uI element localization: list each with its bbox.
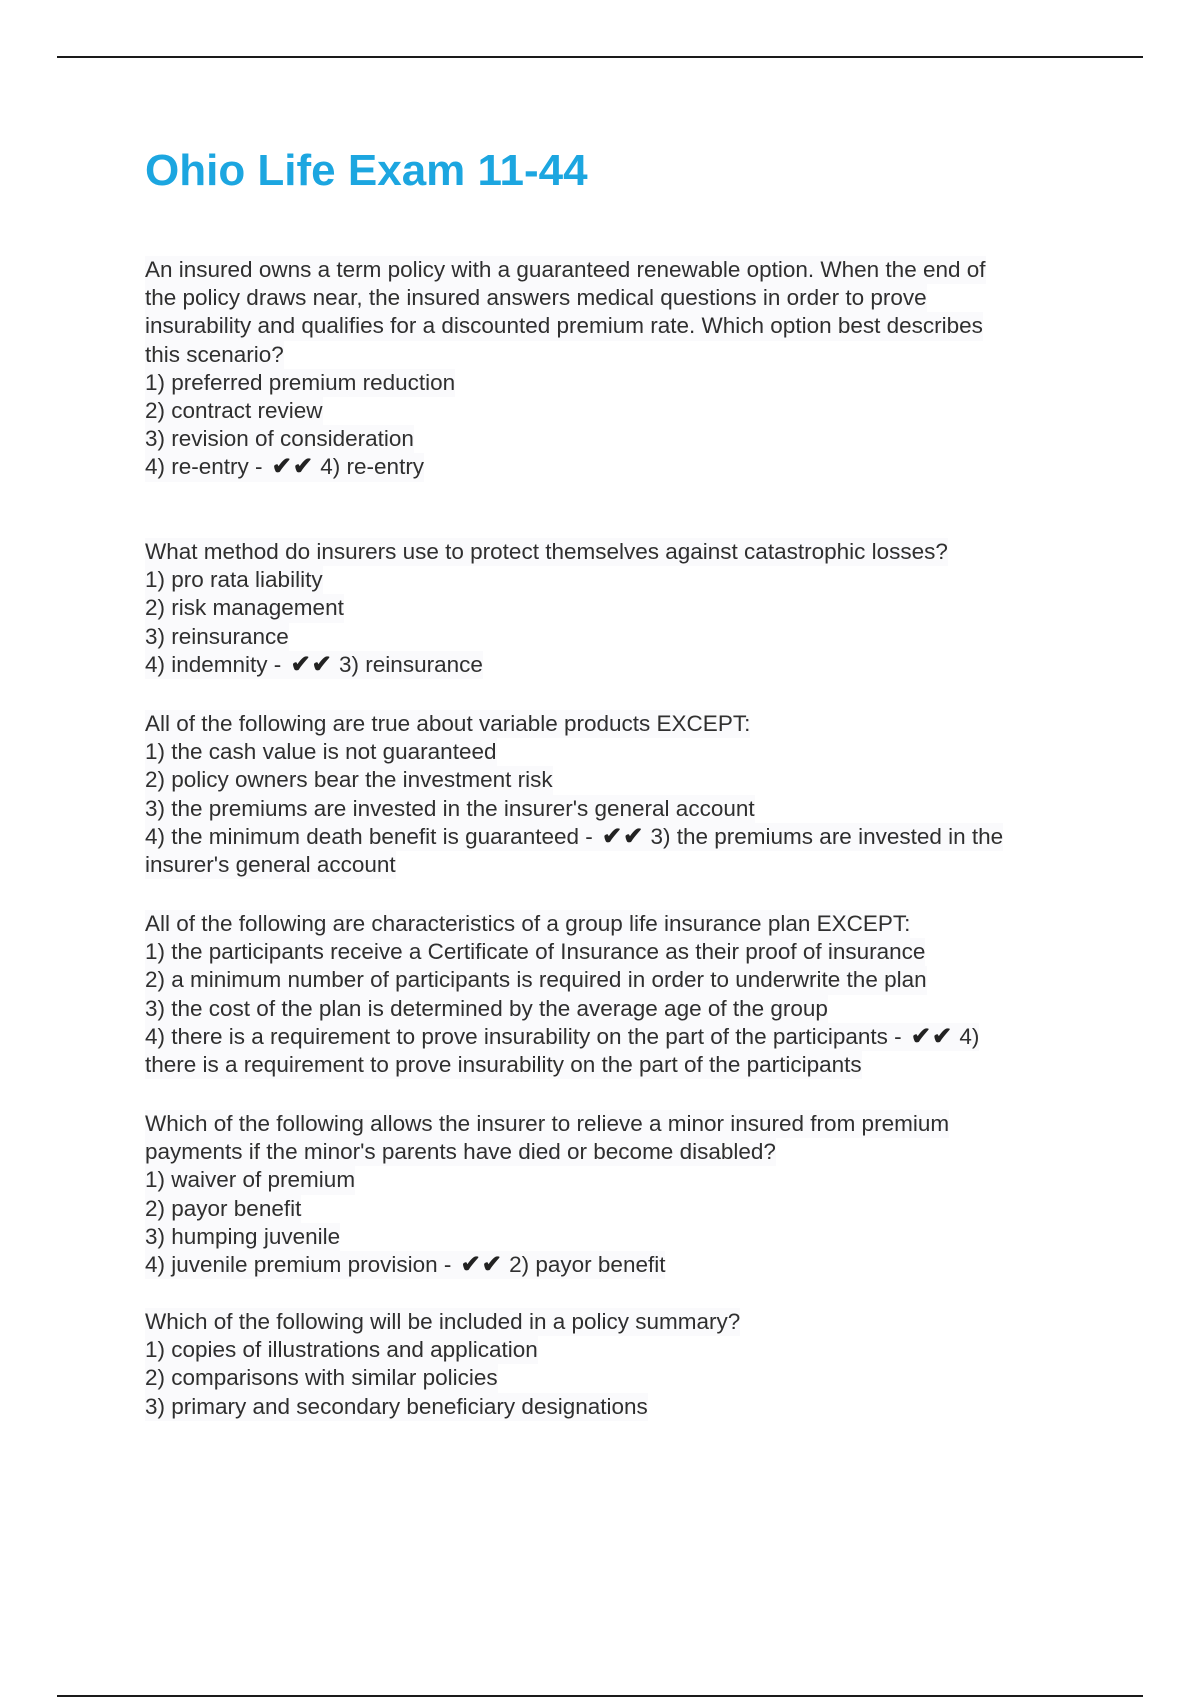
question-stem-line: Which of the following will be included in a policy summary? xyxy=(145,1308,740,1336)
answer-option: 3) the cost of the plan is determined by the average age of the group xyxy=(145,995,828,1023)
double-check-icon: ✔✔ xyxy=(602,822,645,850)
double-check-icon: ✔✔ xyxy=(910,1022,954,1050)
answer-option: 3) reinsurance xyxy=(145,623,289,651)
question-1 xyxy=(145,256,1095,482)
correct-answer-continued: insurer's general account xyxy=(145,851,396,879)
answer-option: 2) contract review xyxy=(145,397,323,425)
double-check-icon: ✔✔ xyxy=(290,650,333,678)
answer-option: 1) preferred premium reduction xyxy=(145,369,455,397)
question-stem-line: payments if the minor's parents have died or become disabled? xyxy=(145,1138,776,1166)
correct-answer: 3) reinsurance xyxy=(339,651,483,677)
answer-option: 1) copies of illustrations and application xyxy=(145,1336,538,1364)
question-stem-line: Which of the following allows the insurer to relieve a minor insured from premium xyxy=(145,1110,949,1138)
question-stem-line: An insured owns a term policy with a guaranteed renewable option. When the end of xyxy=(145,256,986,284)
question-5 xyxy=(145,1110,1095,1279)
answer-option: 4) the minimum death benefit is guaranteed - xyxy=(145,823,593,849)
correct-answer: 3) the premiums are invested in the xyxy=(650,823,1004,849)
answer-option: 4) there is a requirement to prove insurability on the part of the participants - xyxy=(145,1023,902,1049)
answer-option: 1) waiver of premium xyxy=(145,1166,355,1194)
answer-option: 3) the premiums are invested in the insurer's general account xyxy=(145,795,755,823)
question-stem-line: this scenario? xyxy=(145,341,284,369)
answer-option: 2) comparisons with similar policies xyxy=(145,1364,498,1392)
question-stem-line: All of the following are true about variable products EXCEPT: xyxy=(145,710,750,738)
top-rule xyxy=(57,56,1143,58)
question-2 xyxy=(145,538,1095,679)
answer-option: 2) payor benefit xyxy=(145,1195,301,1223)
answer-option: 1) pro rata liability xyxy=(145,566,323,594)
question-6 xyxy=(145,1308,1095,1421)
double-check-icon: ✔✔ xyxy=(460,1251,503,1279)
correct-answer: 2) payor benefit xyxy=(509,1252,666,1278)
answer-line xyxy=(145,453,424,481)
answer-option: 3) revision of consideration xyxy=(145,425,414,453)
question-stem-line: the policy draws near, the insured answers medical questions in order to prove xyxy=(145,284,927,312)
question-3 xyxy=(145,710,1095,879)
bottom-rule xyxy=(57,1695,1143,1697)
correct-answer: 4) xyxy=(959,1023,980,1049)
answer-line xyxy=(145,1023,979,1051)
answer-option: 4) indemnity - xyxy=(145,651,282,677)
answer-line xyxy=(145,823,1003,851)
answer-option: 1) the participants receive a Certificate of Insurance as their proof of insurance xyxy=(145,938,925,966)
answer-option: 2) risk management xyxy=(145,594,344,622)
answer-option: 1) the cash value is not guaranteed xyxy=(145,738,497,766)
answer-option: 3) humping juvenile xyxy=(145,1223,340,1251)
correct-answer-continued: there is a requirement to prove insurability on the part of the participants xyxy=(145,1051,862,1079)
correct-answer: 4) re-entry xyxy=(320,454,425,480)
answer-option: 4) re-entry - xyxy=(145,454,263,480)
answer-line xyxy=(145,1251,665,1279)
question-stem-line: insurability and qualifies for a discounted premium rate. Which option best describes xyxy=(145,312,983,340)
question-stem-line: All of the following are characteristics of a group life insurance plan EXCEPT: xyxy=(145,910,910,938)
question-stem-line: What method do insurers use to protect themselves against catastrophic losses? xyxy=(145,538,948,566)
answer-option: 2) a minimum number of participants is required in order to underwrite the plan xyxy=(145,966,927,994)
question-4 xyxy=(145,910,1095,1079)
answer-option: 2) policy owners bear the investment risk xyxy=(145,766,553,794)
page-title: Ohio Life Exam 11-44 xyxy=(145,146,588,195)
double-check-icon: ✔✔ xyxy=(271,453,315,481)
answer-line xyxy=(145,651,483,679)
answer-option: 3) primary and secondary beneficiary designations xyxy=(145,1393,648,1421)
answer-option: 4) juvenile premium provision - xyxy=(145,1252,452,1278)
